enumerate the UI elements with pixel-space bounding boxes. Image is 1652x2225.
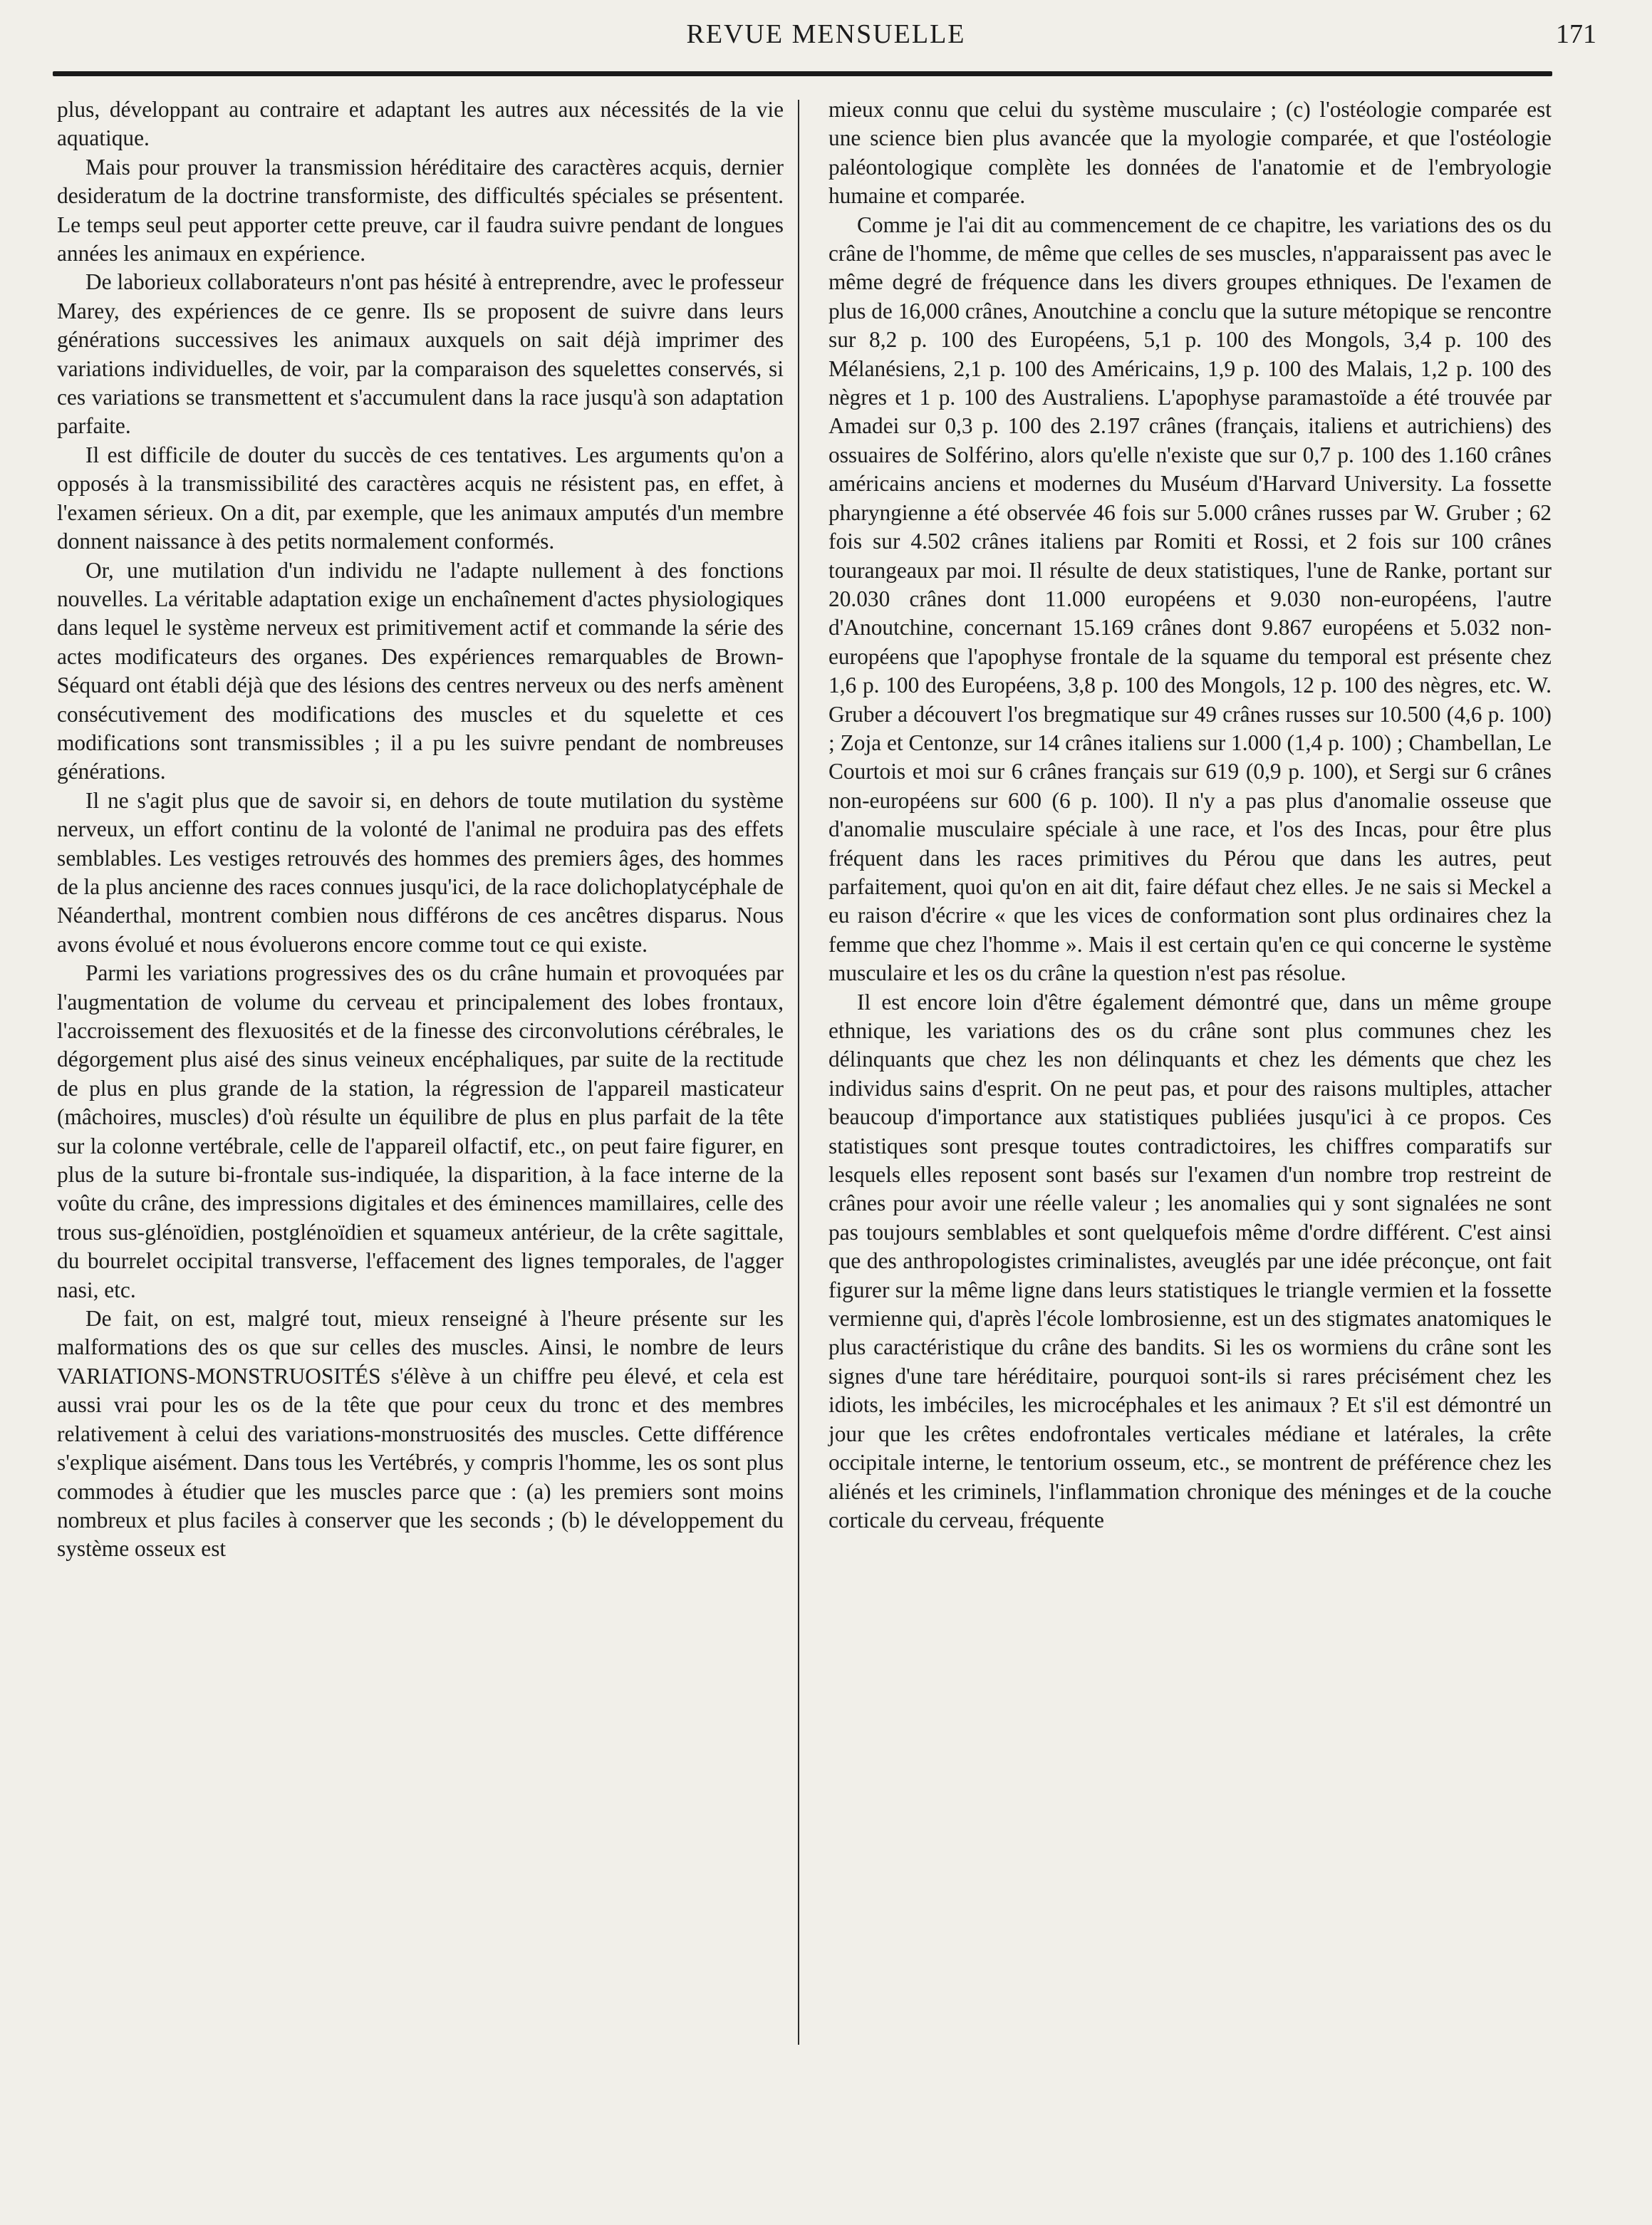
running-head <box>43 13 1609 56</box>
right-column <box>828 95 1552 1535</box>
paragraph: De fait, on est, malgré tout, mieux renseigné à l'heure présente sur les malformations des os que sur celles des muscles. Ainsi, le nombre de leurs VARIATIONS-MONSTRUOSITÉS s'élève à un chiffre peu élevé, et cela est aussi vrai pour les os de la tête que pour ceux du tronc et des membres relativement à celui des variations-monstruosités des muscles. Cette différence s'explique aisément. Dans tous les Vertébrés, y compris l'homme, les os sont plus commodes à étudier que les muscles parce que : (a) les premiers sont moins nombreux et plus faciles à conserver que les seconds ; (b) le développement du système osseux est <box>57 1306 784 1562</box>
paragraph: Parmi les variations progressives des os du crâne humain et provoquées par l'augmentation de volume du cerveau et principalement des lobes frontaux, l'accroissement des flexuosités et de la finesse des circonvolutions cérébrales, le dégorgement plus aisé des sinus veineux encéphaliques, par suite de la rectitude de plus en plus grande de la station, la régression de l'appareil masticateur (mâchoires, muscles) d'où résulte un équilibre de plus en plus parfait de la tête sur la colonne vertébrale, celle de l'appareil olfactif, etc., on peut faire figurer, en plus de la suture bi-frontale sus-indiquée, la disparition, à la face interne de la voûte du crâne, des impressions digitales et des éminences mamillaires, celle des trous sus-glénoïdien, postglénoïdien et squameux antérieur, de la crête sagittale, du bourrelet occipital transverse, l'effacement des lignes temporales, de l'agger nasi, etc. <box>57 960 784 1302</box>
running-title: REVUE MENSUELLE <box>686 19 966 49</box>
paragraph: Il est encore loin d'être également démontré que, dans un même groupe ethnique, les variations des os du crâne sont plus communes chez les délinquants que chez les non délinquants et chez les déments que chez les individus sains d'esprit. On ne peut pas, et pour des raisons multiples, attacher beaucoup d'importance aux statistiques publiées jusqu'ici à ce propos. Ces statistiques sont presque toutes contradictoires, les chiffres comparatifs sur lesquels elles reposent sont basés sur l'examen d'un nombre trop restreint de crânes pour avoir une réelle valeur ; les anomalies qui y sont signalées ne sont pas toujours semblables et sont quelquefois même d'ordre différent. C'est ainsi que des anthropologistes criminalistes, aveuglés par une idée préconçue, ont fait figurer sur la même ligne dans leurs statistiques le triangle vermien et la fossette vermienne qui, d'après l'école lombrosienne, est un des stigmates anatomiques le plus caractéristique du crâne des bandits. Si les os wormiens du crâne sont les signes d'une tare héréditaire, pourquoi sont-ils si rares précisément chez les idiots, les imbéciles, les microcéphales et les animaux ? Et s'il est démontré un jour que les crêtes endofrontales verticales médiane et latérales, la crête occipitale interne, le tentorium osseum, etc., se montrent de préférence chez les aliénés et les criminels, l'inflammation chronique des méninges et de la couche corticale du cerveau, fréquente <box>828 989 1552 1532</box>
column-divider <box>798 100 799 2045</box>
paragraph: Comme je l'ai dit au commencement de ce chapitre, les variations des os du crâne de l'homme, de même que celles de ses muscles, n'apparaissent pas avec le même degré de fréquence dans les divers groupes ethniques. De l'examen de plus de 16,000 crânes, Anoutchine a conclu que la suture métopique se rencontre sur 8,2 p. 100 des Européens, 5,1 p. 100 des Mongols, 3,4 p. 100 des Mélanésiens, 2,1 p. 100 des Américains, 1,9 p. 100 des Malais, 1,2 p. 100 des nègres et 1 p. 100 des Australiens. L'apophyse paramastoïde a été trouvée par Amadei sur 0,3 p. 100 des 2.197 crânes (français, italiens et autrichiens) des ossuaires de Solférino, alors qu'elle n'existe que sur 0,7 p. 100 des 1.160 crânes américains anciens et modernes du Muséum d'Harvard University. La fossette pharyngienne a été observée 46 fois sur 5.000 crânes russes par W. Gruber ; 62 fois sur 4.502 crânes italiens par Romiti et Rossi, et 2 fois sur 100 crânes tourangeaux par moi. Il résulte de deux statistiques, l'une de Ranke, portant sur 20.030 crânes dont 11.000 européens et 9.030 non-européens, l'autre d'Anoutchine, concernant 15.169 crânes dont 9.867 européens et 5.032 non-européens que l'apophyse frontale de la squame du temporal est présente chez 1,6 p. 100 des Européens, 3,8 p. 100 des Mongols, 12 p. 100 des nègres, etc. W. Gruber a découvert l'os bregmatique sur 49 crânes russes sur 10.500 (4,6 p. 100) ; Zoja et Centonze, sur 14 crânes italiens sur 1.000 (1,4 p. 100) ; Chambellan, Le Courtois et moi sur 6 crânes français sur 619 (0,9 p. 100), et Sergi sur 6 crânes non-européens sur 600 (6 p. 100). Il n'y a pas plus d'anomalie osseuse que d'anomalie musculaire spéciale à une race, et l'os des Incas, pour être plus fréquent dans les races primitives du Pérou que dans les autres, peut parfaitement, quoi qu'on en ait dit, faire défaut chez elles. Je ne sais si Meckel a eu raison d'écrire « que les vices de conformation sont plus ordinaires chez la femme que chez l'homme ». Mais il est certain qu'en ce qui concerne le système musculaire et les os du crâne la question n'est pas résolue. <box>828 212 1552 986</box>
paragraph: De laborieux collaborateurs n'ont pas hésité à entreprendre, avec le professeur Marey, des expériences de ce genre. Ils se proposent de suivre dans leurs générations successives les animaux auxquels on sait déjà imprimer des variations individuelles, de voir, par la comparaison des squelettes conservés, si ces variations se transmettent et s'accumulent dans la race jusqu'à son adaptation parfaite. <box>57 269 784 439</box>
paragraph: mieux connu que celui du système musculaire ; (c) l'ostéologie comparée est une science bien plus avancée que la myologie comparée, et que l'ostéologie paléontologique complète les données de l'anatomie et de l'embryologie humaine et comparée. <box>828 97 1552 209</box>
paragraph: Or, une mutilation d'un individu ne l'adapte nullement à des fonctions nouvelles. La véritable adaptation exige un enchaînement d'actes physiologiques dans lequel le système nerveux est primitivement actif et commande la série des actes modificateurs des organes. Des expériences remarquables de Brown-Séquard ont établi déjà que des lésions des centres nerveux ou des nerfs amènent consécutivement des modifications des muscles et du squelette et ces modifications sont transmissibles ; il a pu les suivre pendant de nombreuses générations. <box>57 557 784 784</box>
paragraph: plus, développant au contraire et adaptant les autres aux nécessités de la vie aquatique. <box>57 97 784 151</box>
left-column <box>57 95 784 1564</box>
page-number: 171 <box>1556 19 1596 49</box>
paragraph: Il ne s'agit plus que de savoir si, en dehors de toute mutilation du système nerveux, un effort continu de la volonté de l'animal ne produira pas des effets semblables. Les vestiges retrouvés des hommes des premiers âges, des hommes de la plus ancienne des races connues jusqu'ici, de la race dolichoplatycéphale de Néanderthal, montrent combien nous différons de ces ancêtres disparus. Nous avons évolué et nous évoluerons encore comme tout ce qui existe. <box>57 787 784 957</box>
paragraph: Il est difficile de douter du succès de ces tentatives. Les arguments qu'on a opposés à la transmissibilité des caractères acquis ne résistent pas, en effet, à l'examen sérieux. On a dit, par exemple, que les animaux amputés d'un membre donnent naissance à des petits normalement conformés. <box>57 442 784 554</box>
paragraph: Mais pour prouver la transmission héréditaire des caractères acquis, dernier desideratum de la doctrine transformiste, des difficultés spéciales se présentent. Le temps seul peut apporter cette preuve, car il faudra suivre pendant de longues années les animaux en expérience. <box>57 154 784 266</box>
header-rule <box>53 71 1552 76</box>
